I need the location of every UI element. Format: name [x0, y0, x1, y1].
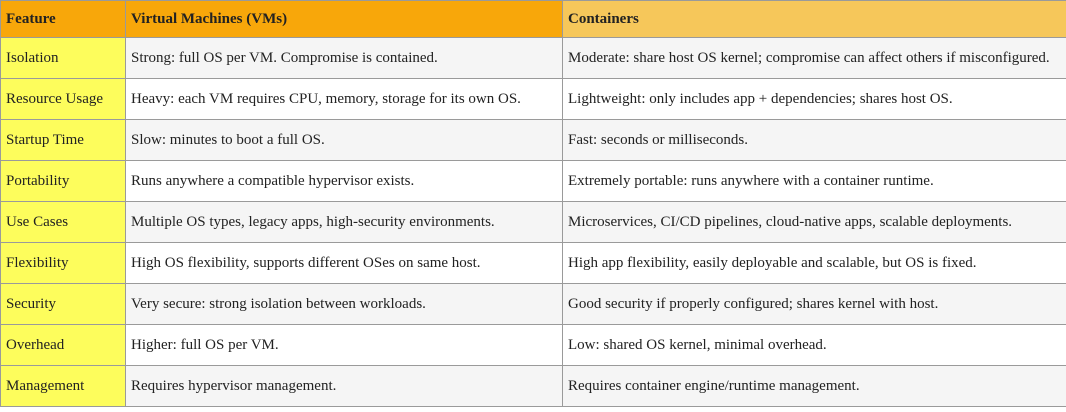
table-body	[1, 38, 1066, 407]
table-row	[1, 284, 1066, 325]
containers-cell: Extremely portable: runs anywhere with a container runtime.	[563, 161, 1066, 202]
table-row	[1, 79, 1066, 120]
containers-cell: Lightweight: only includes app + dependencies; shares host OS.	[563, 79, 1066, 120]
feature-cell: Security	[1, 284, 126, 325]
feature-cell: Overhead	[1, 325, 126, 366]
feature-cell: Startup Time	[1, 120, 126, 161]
table-row	[1, 325, 1066, 366]
vm-cell: Higher: full OS per VM.	[126, 325, 563, 366]
table-row	[1, 243, 1066, 284]
header-virtual-machines: Virtual Machines (VMs)	[126, 1, 563, 38]
table-header	[1, 1, 1066, 38]
header-feature: Feature	[1, 1, 126, 38]
vm-cell: High OS flexibility, supports different OSes on same host.	[126, 243, 563, 284]
vm-cell: Strong: full OS per VM. Compromise is contained.	[126, 38, 563, 79]
containers-cell: Fast: seconds or milliseconds.	[563, 120, 1066, 161]
containers-cell: Microservices, CI/CD pipelines, cloud-native apps, scalable deployments.	[563, 202, 1066, 243]
vm-cell: Multiple OS types, legacy apps, high-security environments.	[126, 202, 563, 243]
feature-cell: Resource Usage	[1, 79, 126, 120]
vm-cell: Slow: minutes to boot a full OS.	[126, 120, 563, 161]
feature-cell: Use Cases	[1, 202, 126, 243]
header-row	[1, 1, 1066, 38]
table-row	[1, 38, 1066, 79]
table-row	[1, 120, 1066, 161]
vm-cell: Heavy: each VM requires CPU, memory, storage for its own OS.	[126, 79, 563, 120]
feature-cell: Management	[1, 366, 126, 407]
containers-cell: High app flexibility, easily deployable and scalable, but OS is fixed.	[563, 243, 1066, 284]
table-row	[1, 202, 1066, 243]
feature-cell: Isolation	[1, 38, 126, 79]
containers-cell: Good security if properly configured; shares kernel with host.	[563, 284, 1066, 325]
header-containers: Containers	[563, 1, 1066, 38]
vm-cell: Requires hypervisor management.	[126, 366, 563, 407]
vm-cell: Very secure: strong isolation between workloads.	[126, 284, 563, 325]
containers-cell: Low: shared OS kernel, minimal overhead.	[563, 325, 1066, 366]
feature-cell: Flexibility	[1, 243, 126, 284]
feature-cell: Portability	[1, 161, 126, 202]
table-row	[1, 161, 1066, 202]
vm-cell: Runs anywhere a compatible hypervisor exists.	[126, 161, 563, 202]
table-row	[1, 366, 1066, 407]
containers-cell: Moderate: share host OS kernel; compromise can affect others if misconfigured.	[563, 38, 1066, 79]
containers-cell: Requires container engine/runtime management.	[563, 366, 1066, 407]
